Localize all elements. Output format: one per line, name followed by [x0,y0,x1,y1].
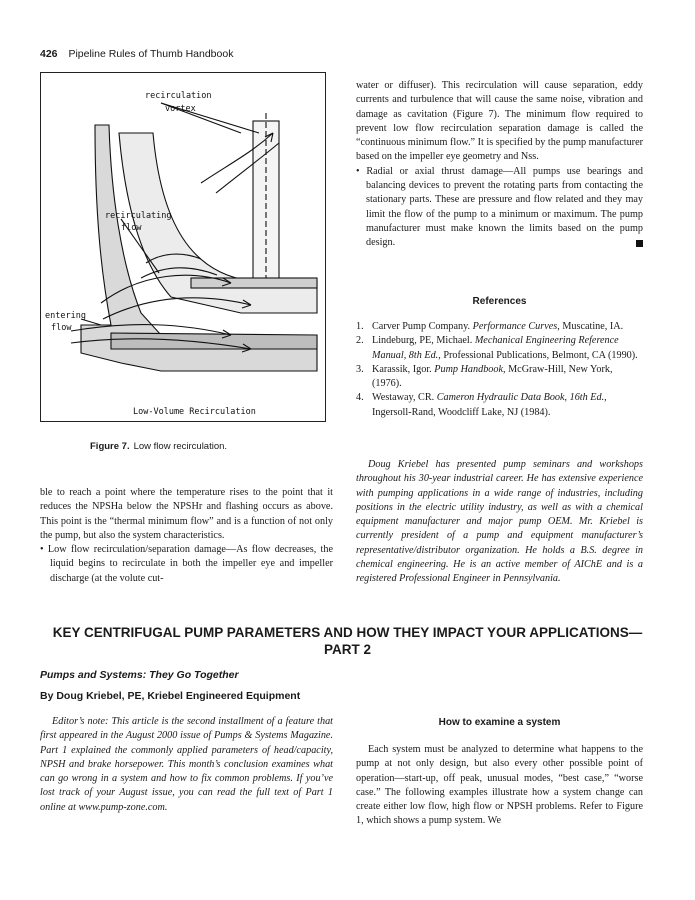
reference-item [356,334,643,363]
reference-number: 4. [356,392,364,404]
figure-caption [90,441,227,452]
reference-publisher: , McGraw-Hill, New York, (1976). [372,363,613,390]
reference-title: Performance Curves [472,321,558,332]
article-byline: By Doug Kriebel, PE, Kriebel Engineered Equipment [40,690,301,702]
bullet-item [40,543,333,586]
reference-item [356,320,643,334]
label-low-volume-recirculation: Low-Volume Recirculation [133,407,256,417]
bullet: • [40,544,44,556]
reference-number: 3. [356,363,364,375]
article-subtitle: Pumps and Systems: They Go Together [40,669,239,681]
bullet-item [356,165,643,251]
reference-number: 1. [356,321,364,332]
reference-title: Mechanical Engineering Reference Manual, 8th Ed. [372,335,619,361]
editor-note: Editor’s note: This article is the second installment of a feature that first appeared in the August 2000 issue of Pumps & Systems Magazine. Part 1 explained the commonly applied parameters of head/capacity, NPSH and brake horsepower. This month’s conclusion examines what can go wrong in a system and how to fix common problems. If you’ve lost track of your August issue, you can read the full text of Part 1 online at www.pump-zone.com. [40,716,333,813]
paragraph: water or diffuser). This recirculation will cause separation, eddy currents and turbulence that will cause the same noise, vibration and damage as cavitation (Figure 7). The minimum flow required to prevent low flow recirculation separation damage is called the “continuous minimum flow.” It is specified by the pump manufacturer based on the impeller eye geometry and Nss. [356,80,643,163]
page-number: 426 [40,48,58,60]
left-column-middle [40,486,333,586]
section-body: Each system must be analyzed to determine what happens to the pump at not only design, but also every other possible point of operation—start-up, off peak, unusual modes, “best case,” “worse case.” The following examples illustrate how a system change can create either low flow, high flow or NPSH problems. Refer to Figure 1, which shows a pump system. We [356,744,643,827]
reference-author: Lindeburg, PE, Michael. [372,335,475,347]
bullet-text: Low flow recirculation/separation damage—As flow decreases, the liquid begins to recirculate in both the impeller eye and impeller discharge (at the volute cut- [47,544,333,584]
label-flow-lower: flow [51,323,72,333]
article-title: KEY CENTRIFUGAL PUMP PARAMETERS AND HOW THEY IMPACT YOUR APPLICATIONS—PART 2 [52,625,643,657]
section-heading: How to examine a system [438,717,561,728]
reference-publisher: , Ingersoll-Rand, Woodcliff Lake, NJ (1984). [372,392,607,418]
reference-publisher: , Professional Publications, Belmont, CA (1990). [438,349,638,361]
reference-item [356,391,643,420]
book-title: Pipeline Rules of Thumb Handbook [68,48,234,60]
label-recirculation: recirculation [145,91,212,101]
label-flow-upper: flow [121,223,142,233]
end-of-article-mark [636,240,643,247]
figure-7 [40,72,326,422]
reference-publisher: , Muscatine, IA. [557,321,624,332]
paragraph: ble to reach a point where the temperature rises to the point that it reduces the NPSHa below the NPSHr and flashing occurs as above. This point is the “thermal minimum flow” and is a function of not only the pump, but also the system characteristics. [40,487,333,541]
label-entering: entering [45,311,86,321]
reference-author: Westaway, CR. [372,392,437,404]
reference-title: Cameron Hydraulic Data Book, 16th Ed. [436,392,605,404]
bullet: • [356,165,360,177]
running-header [40,48,233,60]
reference-author: Karassik, Igor. [372,363,435,375]
bullet-text: Radial or axial thrust damage—All pumps use bearings and balancing devices to prevent the rotating parts from contacting the stationary parts. These are pressure and flow related and they may limit the flow of the pump to a minimum or maximum. The pump manufacturer must make known the limits based on the pump design. [366,165,644,249]
references-list [356,320,643,420]
impeller-diagram [41,73,325,421]
right-column-top [356,79,643,251]
figure-caption-label: Figure 7. [90,441,130,452]
label-vortex: vortex [165,104,196,114]
figure-caption-text: Low flow recirculation. [133,441,228,452]
references-heading: References [472,296,527,307]
reference-author: Carver Pump Company. [372,321,473,332]
reference-number: 2. [356,335,364,347]
label-recirculating: recirculating [105,211,172,221]
reference-item [356,363,643,392]
author-bio: Doug Kriebel has presented pump seminars and workshops throughout his 30-year industrial career. He has extensive experience with pumping applications in a wide range of industries, including positions in the electric utility industry, as well as with a chemical equipment manufacturer and major pump OEM. Mr. Kriebel is currently president of a pump and equipment manufacturer’s representative/distributor organization. He holds a B.S. degree in chemical engineering. He is an active member of AIChE and is a registered Professional Engineer in Pennsylvania. [356,459,643,585]
reference-title: Pump Handbook [434,363,504,375]
